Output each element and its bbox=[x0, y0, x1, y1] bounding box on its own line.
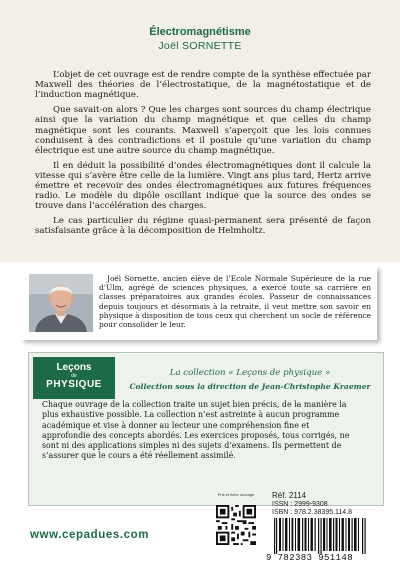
author-box bbox=[21, 266, 377, 340]
author-name: Joël SORNETTE bbox=[158, 40, 242, 52]
abstract-paragraph: L’objet de cet ouvrage est de rendre compte de la synthèse effectuée par Maxwell des théories de l’électrostatique, de la magnétostatique et de l’induction magnétique. bbox=[35, 70, 371, 101]
abstract-paragraph: Le cas particulier du régime quasi-permanent sera présenté de façon satisfaisante grâce à la décomposition de Helmholtz. bbox=[35, 216, 371, 237]
collection-logo bbox=[33, 357, 115, 399]
qr-code-icon[interactable] bbox=[216, 505, 256, 545]
logo-line: PHYSIQUE bbox=[46, 379, 102, 390]
logo-line: Leçons bbox=[56, 362, 92, 373]
barcode-number: 9 782383 951148 bbox=[266, 553, 354, 563]
issn: ISSN : 2999-9308 bbox=[272, 500, 328, 508]
book-title: Électromagnétisme bbox=[149, 26, 251, 38]
website-link[interactable]: www.cepadues.com bbox=[30, 529, 150, 541]
author-bio: Joël Sornette, ancien élève de l’Ecole Normale Supérieure de la rue d’Ulm, agrégé de sciences physiques, a exercé toute sa carrière en classes préparatoires aux grandes écoles. Passeur de connaissances depuis toujours et désormais à la retraite, il veut mettre son savoir en physique à disposition de tous ceux qui cherchent un socle de référence pour consolider le leur. bbox=[99, 274, 371, 330]
collection-title: La collection « Leçons de physique » bbox=[169, 368, 331, 378]
collection-director: Collection sous la direction de Jean-Christophe Kraemer bbox=[129, 382, 371, 391]
abstract-paragraph: Que savait-on alors ? Que les charges sont sources du champ électrique ainsi que la variation du champ magnétique et que celles du champ magnétique sont les courants. Maxwell s’aperçoit que les lois connues conduisent à des contradictions et il postule qu’une variation du champ électrique est une autre source du champ magnétique. bbox=[35, 105, 371, 156]
author-photo-icon bbox=[29, 274, 93, 332]
abstract bbox=[35, 70, 371, 241]
barcode-block bbox=[262, 492, 380, 568]
logo-line: de bbox=[71, 373, 77, 379]
qr-label: Prix et fiche ouvrage bbox=[217, 492, 255, 497]
reference-number: Réf. 2114 bbox=[272, 491, 307, 500]
barcode-icon bbox=[272, 518, 372, 554]
abstract-paragraph: Il en déduit la possibilité d’ondes électromagnétiques dont il calcule la vitesse qui s’avère être celle de la lumière. Vingt ans plus tard, Hertz arrive émettre et recevoir des ondes électromagnétiques aux futures fréquences radio. Le modèle du dipôle oscillant indique que la source des ondes se trouve dans l’accélération des charges. bbox=[35, 160, 371, 212]
isbn: ISBN : 978.2.38395.114.8 bbox=[272, 509, 353, 516]
collection-description: Chaque ouvrage de la collection traite un sujet bien précis, de la manière la plus exhaustive possible. La collection n’est astreinte à aucun programme académique et vise à donner au lecteur une compréhension fine et approfondie des concepts abordés. Les exercices proposés, tous corrigés, ne sont ni des applications simples ni des sujets d’examens. Ils permettent de s’assurer que le cours a été réellement assimilé. bbox=[42, 400, 350, 461]
author-photo bbox=[29, 274, 93, 332]
